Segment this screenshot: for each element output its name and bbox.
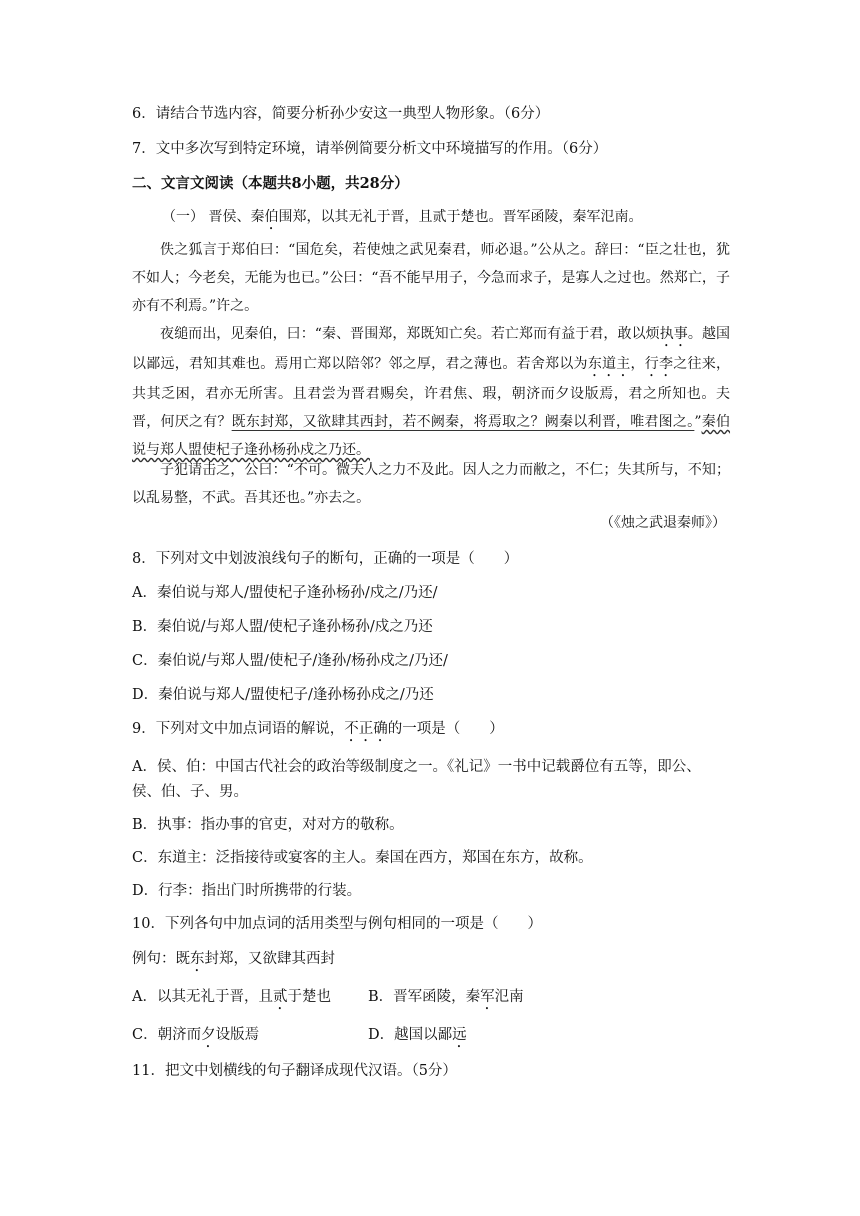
text: A．以其无礼于晋，且: [132, 989, 273, 1005]
text: 设版焉: [215, 1027, 260, 1043]
question-9-option-c: C．东道主：泛指接待或宴客的主人。秦国在西方，郑国在东方，故称。: [132, 850, 593, 866]
question-6: 6．请结合节选内容，简要分析孙少安这一典型人物形象。（6分）: [132, 106, 550, 122]
dotted-word-xingli: 行李: [644, 356, 674, 372]
text: 围郑，以其无礼于晋，且贰于楚也。晋军函陵，秦军氾南。: [278, 209, 643, 225]
dotted-word-jun: 军: [480, 989, 495, 1005]
question-10-option-c: [132, 1025, 259, 1051]
text: 9．下列对文中加点词语的解说，: [132, 721, 345, 737]
question-7: 7．文中多次写到特定环境，请举例简要分析文中环境描写的作用。（6分）: [132, 141, 608, 157]
text: 晋侯、秦: [208, 209, 265, 225]
question-8-option-b: B．秦伯说/与郑人盟/使杞子逢孙杨孙/戍之乃还: [132, 619, 433, 635]
question-10-option-d: [368, 1025, 467, 1051]
passage-paragraph-3: [132, 320, 730, 464]
dotted-word-dongdaozhu: 东道主: [587, 356, 631, 372]
passage-source: （《烛之武退秦师》）: [600, 515, 726, 531]
question-8-option-c: C．秦伯说/与郑人盟/使杞子/逢孙/杨孙戍之/乃还/: [132, 653, 448, 669]
text: ”: [694, 414, 702, 430]
text: 的一项是（ ）: [387, 721, 504, 737]
text: 之往来，共其乏困，君亦无所害。且君尝为晋君赐矣，许君焦、瑕，朝济而夕设版焉，君之所知也。夫晋，何厌之有？: [132, 356, 731, 430]
passage-paragraph-4: 子犯请击之，公曰：“不可。微夫人之力不及此。因人之力而敝之，不仁；失其所与，不知；以乱易整，不武。吾其还也。”亦去之。: [132, 462, 730, 506]
dotted-word-buzhengque: 不正确: [344, 721, 388, 737]
question-10-option-a: [132, 987, 331, 1013]
text: D．越国以鄙: [368, 1027, 453, 1043]
question-9-option-a-line1: A．侯、伯：中国古代社会的政治等级制度之一。《礼记》一书中记载爵位有五等，即公、: [132, 759, 701, 775]
dotted-word-bo: 伯: [264, 209, 279, 225]
text: 。越国以鄙远，君知其难也。焉用亡郑以陪邻？邻之厚，君之薄也。若舍郑以为: [132, 326, 731, 372]
question-8-option-a: A．秦伯说与郑人/盟使杞子逢孙杨孙/戍之/乃还/: [132, 585, 438, 601]
dotted-word-xi: 夕: [201, 1027, 216, 1043]
underlined-sentence: 既东封郑，又欲肆其西封，若不阙秦，将焉取之？阙秦以利晋，唯君图之。: [231, 414, 695, 430]
text: ，: [630, 356, 645, 372]
passage-part-label: （一）: [162, 209, 204, 225]
dotted-word-zhishi: 执事: [659, 326, 688, 342]
question-10-option-b: [368, 987, 524, 1013]
dotted-word-dong: 东: [190, 951, 205, 967]
text: 封郑，又欲肆其西封: [204, 951, 335, 967]
question-9-stem: [132, 719, 504, 745]
text: 于楚也: [287, 989, 331, 1005]
question-11: 11．把文中划横线的句子翻译成现代汉语。（5分）: [132, 1063, 457, 1079]
question-9-option-a-line2: 侯、伯、子、男。: [132, 784, 248, 800]
text: 夜缒而出，见秦伯，曰：“秦、晋围郑，郑既知亡矣。若亡郑而有益于君，敢以烦: [160, 326, 660, 342]
dotted-word-yuan: 远: [452, 1027, 467, 1043]
question-9-option-d: D．行李：指出门时所携带的行装。: [132, 883, 362, 899]
text: 氾南: [494, 989, 524, 1005]
text: B．晋军函陵，秦: [368, 989, 481, 1005]
passage-paragraph-1: [162, 207, 642, 233]
dotted-word-er: 贰: [272, 989, 288, 1005]
question-10-example: [132, 949, 335, 975]
passage-paragraph-2: 佚之狐言于郑伯曰：“国危矣，若使烛之武见秦君，师必退。”公从之。辞曰：“臣之壮也，犹不如人；今老矣，无能为也已。”公曰：“吾不能早用子，今急而求子，是寡人之过也。然郑亡，子亦有不利焉。”许之。: [132, 242, 730, 314]
text: 例句：既: [132, 951, 190, 967]
section-heading-classical-chinese: 二、文言文阅读（本题共8小题，共28分）: [132, 175, 409, 192]
question-9-option-b: B．执事：指办事的官吏，对对方的敬称。: [132, 817, 404, 833]
question-10-stem: 10．下列各句中加点词的活用类型与例句相同的一项是（ ）: [132, 916, 542, 932]
question-8-stem: 8．下列对文中划波浪线句子的断句，正确的一项是（ ）: [132, 551, 519, 567]
text: C．朝济而: [132, 1027, 202, 1043]
wavy-underlined-sentence: 秦伯说与郑人盟使杞子逢孙杨孙戍之乃还。: [132, 414, 731, 458]
question-8-option-d: D．秦伯说与郑人/盟使杞子/逢孙杨孙戍之/乃还: [132, 687, 434, 703]
